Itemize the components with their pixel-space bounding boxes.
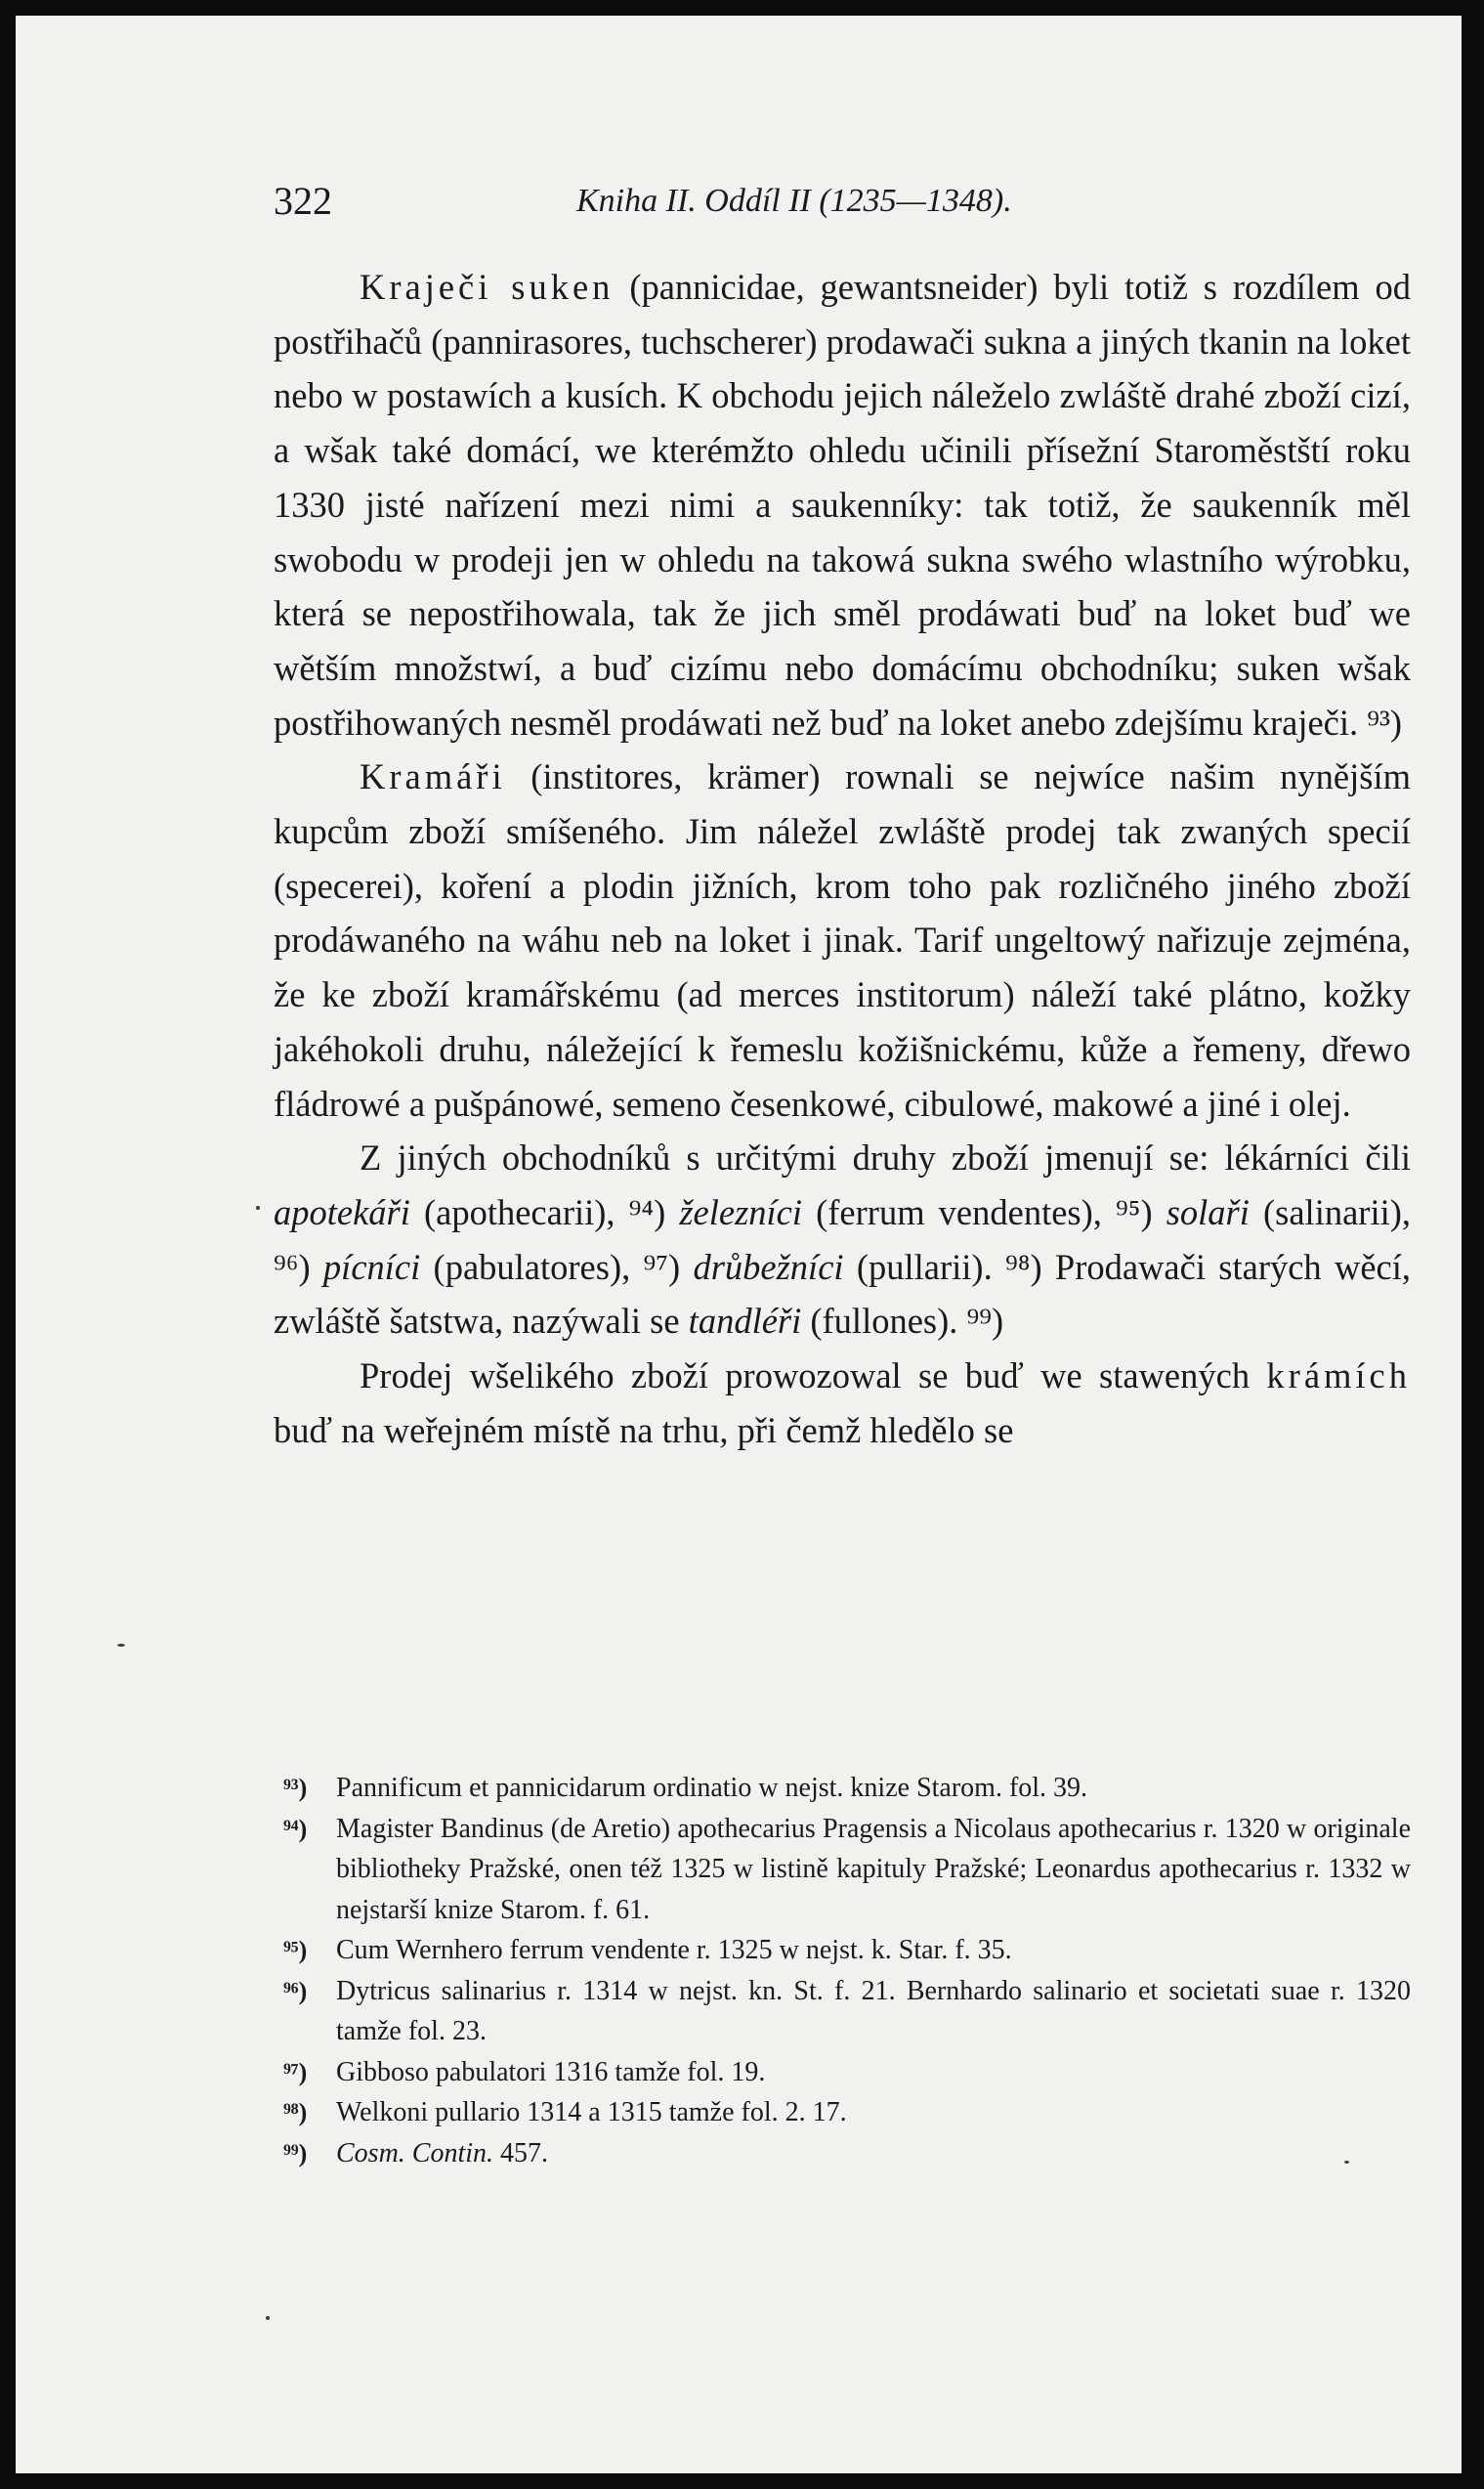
footnote-number: ⁹⁹) [283, 2138, 308, 2167]
page-number: 322 [274, 179, 332, 223]
text-run: (ferrum vendentes), ⁹⁵) [802, 1191, 1166, 1232]
ink-speck [256, 1206, 260, 1210]
italic-term: drůbežníci [693, 1246, 844, 1287]
spaced-term: krámích [1266, 1355, 1412, 1396]
paragraph-text: (institores, krämer) rownali se nejwíce našim nynějším kupcům zboží smíšeného. Jim náležel zwláště prodej tak zwaných specií (specerei), koření a plodin jižních, krom toho pak rozličného jiného zboží prodáwaného na wáhu neb na loket i jinak. Tarif ungeltowý nařizuje zejména, že ke zboží kramářskému (ad merces institorum) náleží také plátno, kožky jakéhokoli druhu, náležející k řemeslu kožišnickému, kůže a řemeny, dřewo fládrowé a pušpánowé, semeno česenkowé, cibulowé, makowé a jiné i olej. [274, 756, 1411, 1124]
italic-term: solaři [1166, 1191, 1250, 1232]
ink-speck [266, 2316, 270, 2320]
footnote-number: ⁹⁷) [283, 2057, 308, 2086]
footnote-text: Cum Wernhero ferrum vendente r. 1325 w nejst. k. Star. f. 35. [336, 1935, 1012, 1965]
book-page [16, 16, 1462, 2473]
paragraph-obchodnici [274, 1131, 1411, 1349]
text-run: Prodej wšelikého zboží prowozowal se buď we stawených [360, 1355, 1251, 1396]
footnote [274, 2052, 1411, 2093]
footnote [274, 2133, 1411, 2174]
footnote-text: Gibboso pabulatori 1316 tamže fol. 19. [336, 2056, 766, 2087]
footnote-number: ⁹⁴) [283, 1814, 308, 1843]
footnotes [274, 1768, 1411, 2173]
ink-speck [117, 1644, 125, 1647]
text-run: Z jiných obchodníků s určitými druhy zboží jmenují se: lékárníci čili [360, 1137, 1411, 1179]
footnote [274, 1930, 1411, 1971]
italic-term: apotekáři [274, 1191, 410, 1232]
footnote-text: Welkoni pullario 1314 a 1315 tamže fol. 2. 17. [336, 2097, 847, 2127]
footnote [274, 1809, 1411, 1931]
footnote [274, 1768, 1411, 1809]
footnote-text: 457. [493, 2137, 549, 2168]
footnote-italic: Cosm. Contin. [336, 2137, 494, 2168]
paragraph-kramari [274, 750, 1411, 1131]
text-run: (apothecarii), ⁹⁴) [409, 1191, 680, 1232]
footnote-number: ⁹⁵) [283, 1936, 308, 1964]
ink-speck [1344, 2161, 1349, 2164]
text-run: (salinarii), ⁹⁶) [274, 1191, 1412, 1287]
spaced-term: Kramáři [360, 756, 506, 797]
italic-term: tandléři [688, 1301, 802, 1342]
text-run: (pabulatores), ⁹⁷) [420, 1246, 694, 1287]
italic-term: železníci [679, 1191, 803, 1232]
footnote-text: Dytricus salinarius r. 1314 w nejst. kn. St. f. 21. Bernhardo salinario et societati suae r. 1320 tamže fol. 23. [336, 1975, 1411, 2046]
main-text [274, 260, 1411, 1457]
paragraph-prodej [274, 1349, 1411, 1457]
footnote-number: ⁹³) [283, 1774, 308, 1802]
footnote-text: Magister Bandinus (de Aretio) apothecarius Pragensis a Nicolaus apothecarius r. 1320 w originale bibliotheky Pražské, onen též 1325 w listině kapituly Pražské; Leonardus apothecarius r. 1332 w nejstarší knize Starom. f. 61. [336, 1813, 1411, 1925]
spaced-term: Kraječi suken [360, 267, 615, 307]
text-run: (fullones). ⁹⁹) [801, 1301, 1004, 1342]
paragraph-text: (pannicidae, gewantsneider) byli totiž s rozdílem od postřihačů (pannirasores, tuchscherer) prodawači sukna a jiných tkanin na loket nebo w postawích a kusích. K obchodu jejich náleželo zwláště drahé zboží cizí, a wšak také domácí, we kterémžto ohledu učinili přísežní Staroměstští roku 1330 jisté nařízení mezi nimi a saukenníky: tak totiž, že saukenník měl swobodu w prodeji jen w ohledu na takowá sukna swého wlastního wýrobku, která se nepostřihowala, tak že jich směl prodáwati buď na loket buď we wětším množstwí, a buď cizímu nebo domácímu obchodníku; suken wšak postřihowaných nesměl prodáwati než buď na loket anebo zdejšímu kraječi. ⁹³) [274, 267, 1411, 743]
paragraph-krajeci [274, 260, 1411, 750]
page-header [274, 172, 1411, 231]
footnote-number: ⁹⁶) [283, 1976, 308, 2005]
footnote [274, 1971, 1411, 2052]
running-title: Kniha II. Oddíl II (1235—1348). [576, 183, 1012, 219]
text-run: (pullarii). ⁹⁸) Prodawači starých wěcí, zwláště šatstwa, nazýwali se [274, 1246, 1411, 1342]
italic-term: pícníci [322, 1246, 421, 1287]
footnote-number: ⁹⁸) [283, 2098, 308, 2126]
text-run: buď na weřejném místě na trhu, při čemž hledělo se [274, 1409, 1014, 1450]
footnote-text: Pannificum et pannicidarum ordinatio w nejst. knize Starom. fol. 39. [336, 1773, 1088, 1803]
footnote [274, 2092, 1411, 2133]
